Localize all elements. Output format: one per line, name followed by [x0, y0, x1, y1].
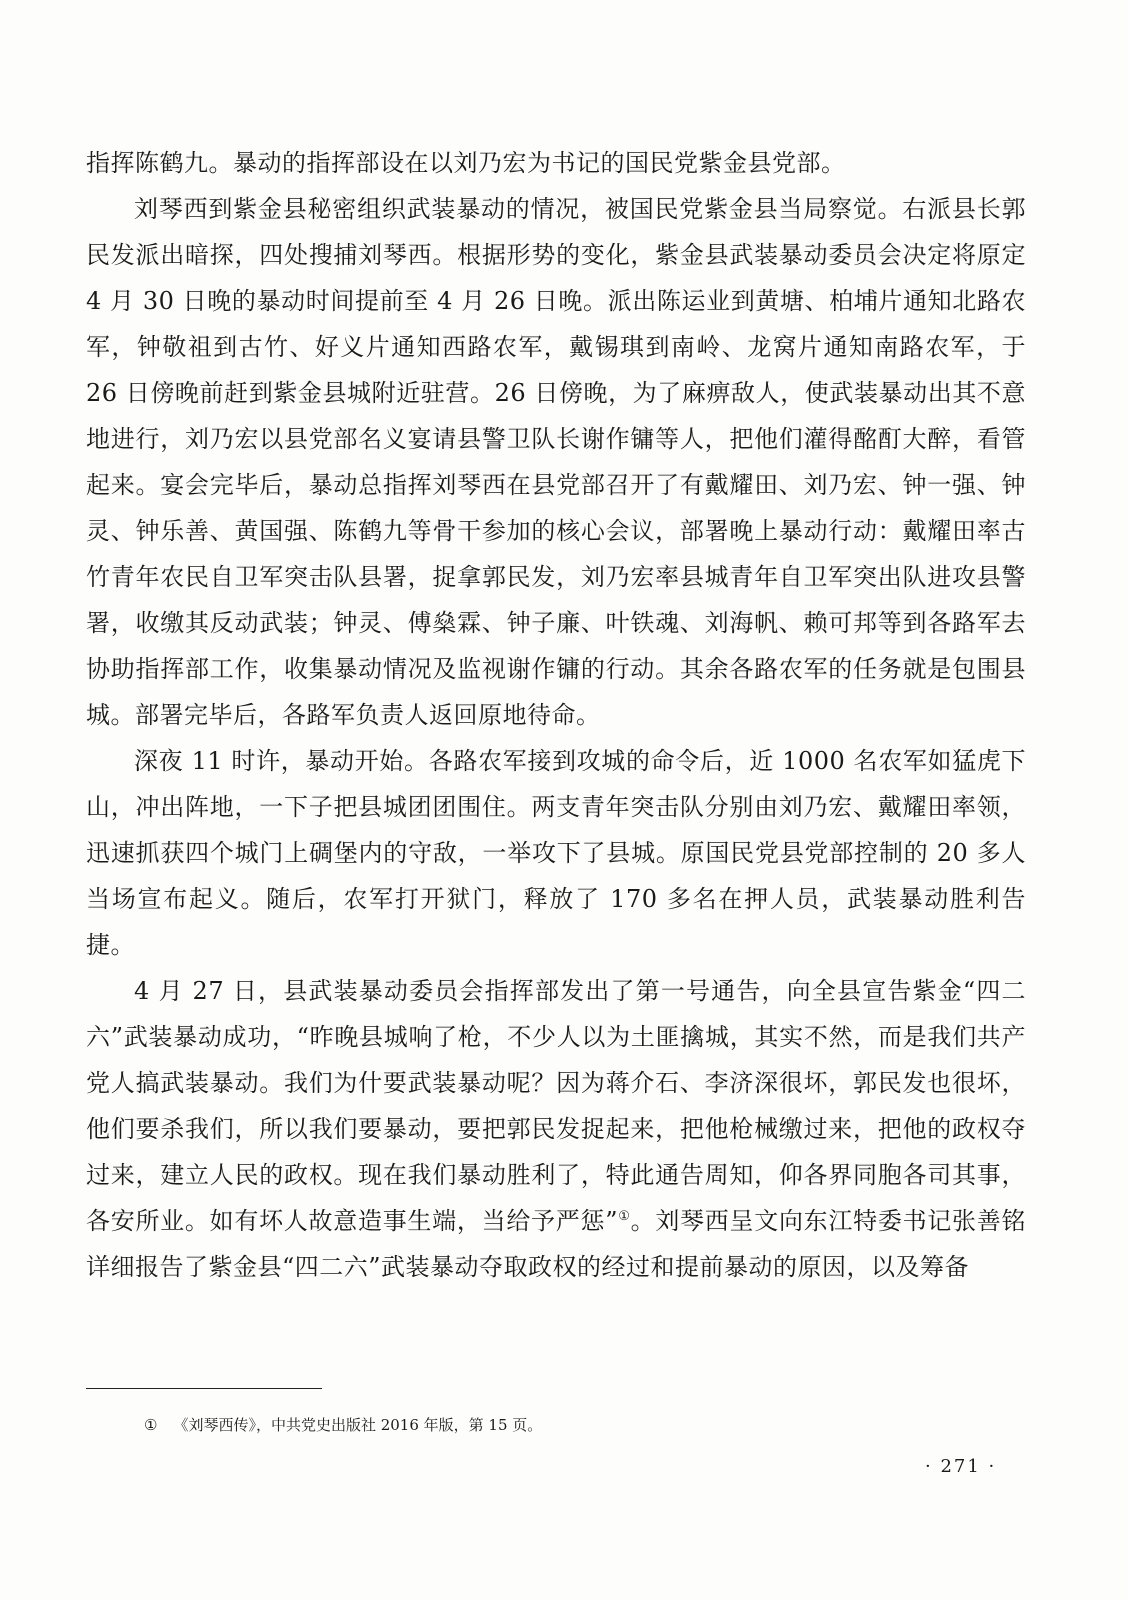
- paragraph-3: 深夜 11 时许，暴动开始。各路农军接到攻城的命令后，近 1000 名农军如猛虎下山，冲出阵地，一下子把县城团团围住。两支青年突击队分别由刘乃宏、戴耀田率领，迅速抓获四个城门上碉堡内的守敌，一举攻下了县城。原国民党县党部控制的 20 多人当场宣布起义。随后，农军打开狱门，释放了 170 多名在押人员，武装暴动胜利告捷。: [86, 747, 1026, 959]
- paragraph-4-continuation: 。刘琴西呈文向东江特委书记张善铭详细报告了紫金县“四二六”武装暴动夺取政权的经过和提前暴动的原因，以及筹备: [86, 1207, 1026, 1281]
- paragraph-4: [86, 968, 1026, 1290]
- footnote-number: ①: [144, 1416, 158, 1434]
- page-number: · 271 ·: [925, 1456, 997, 1477]
- paragraph-4-text: 4 月 27 日，县武装暴动委员会指挥部发出了第一号通告，向全县宣告紫金“四二六”武装暴动成功，“昨晚县城响了枪，不少人以为土匪擒城，其实不然，而是我们共产党人搞武装暴动。我们为什要武装暴动呢？因为蒋介石、李济深很坏，郭民发也很坏，他们要杀我们，所以我们要暴动，要把郭民发捉起来，把他枪械缴过来，把他的政权夺过来，建立人民的政权。现在我们暴动胜利了，特此通告周知，仰各界同胞各司其事，各安所业。如有坏人故意造事生端，当给予严惩”: [86, 977, 1026, 1235]
- footnote-reference: ①: [618, 1209, 631, 1224]
- footnote-text: 《刘琴西传》，中共党史出版社 2016 年版，第 15 页。: [173, 1416, 543, 1434]
- paragraph-1: 指挥陈鹤九。暴动的指挥部设在以刘乃宏为书记的国民党紫金县党部。: [86, 149, 846, 177]
- footnote: [144, 1414, 542, 1436]
- footnote-divider: [86, 1388, 322, 1389]
- body-text: [86, 140, 1026, 1290]
- paragraph-2: 刘琴西到紫金县秘密组织武装暴动的情况，被国民党紫金县当局察觉。右派县长郭民发派出暗探，四处搜捕刘琴西。根据形势的变化，紫金县武装暴动委员会决定将原定 4 月 30 日晚的暴动时间提前至 4 月 26 日晚。派出陈运业到黄塘、柏埔片通知北路农军，钟敬祖到古竹、好义片通知西路农军，戴锡琪到南岭、龙窝片通知南路农军，于 26 日傍晚前赶到紫金县城附近驻营。26 日傍晚，为了麻痹敌人，使武装暴动出其不意地进行，刘乃宏以县党部名义宴请县警卫队长谢作镛等人，把他们灌得酩酊大醉，看管起来。宴会完毕后，暴动总指挥刘琴西在县党部召开了有戴耀田、刘乃宏、钟一强、钟灵、钟乐善、黄国强、陈鹤九等骨干参加的核心会议，部署晚上暴动行动：戴耀田率古竹青年农民自卫军突击队县署，捉拿郭民发，刘乃宏率县城青年自卫军突出队进攻县警署，收缴其反动武装；钟灵、傅燊霖、钟子廉、叶铁魂、刘海帆、赖可邦等到各路军去协助指挥部工作，收集暴动情况及监视谢作镛的行动。其余各路农军的任务就是包围县城。部署完毕后，各路军负责人返回原地待命。: [86, 195, 1026, 729]
